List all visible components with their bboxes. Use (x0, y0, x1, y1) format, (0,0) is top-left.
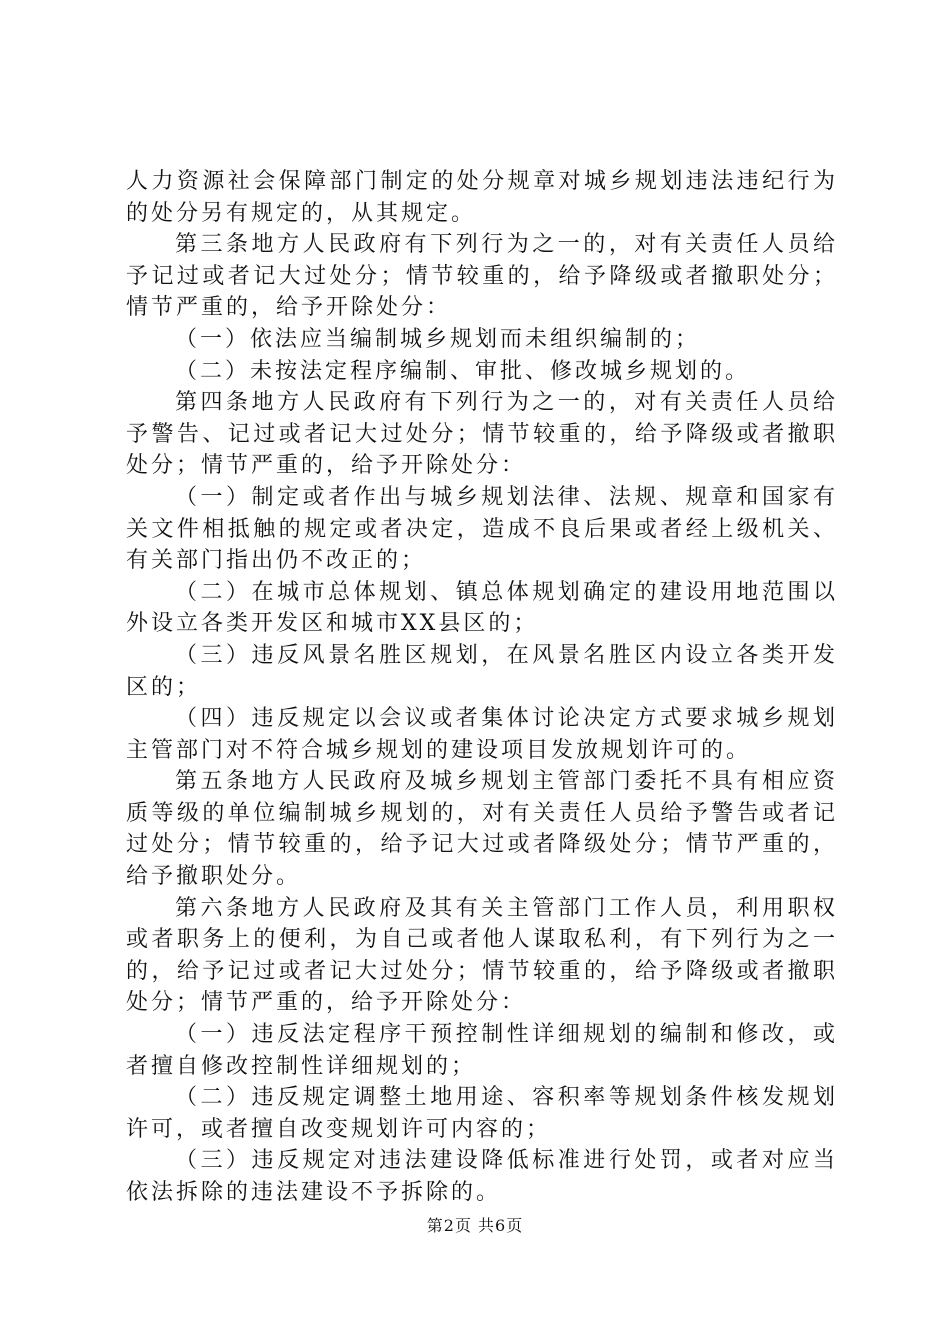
paragraph: （二）违反规定调整土地用途、容积率等规划条件核发规划许可，或者擅自改变规划许可内容的； (126, 1085, 838, 1142)
paragraph: （三）违反风景名胜区规划，在风景名胜区内设立各类开发区的； (126, 642, 838, 700)
paragraph: （一）制定或者作出与城乡规划法律、法规、规章和国家有关文件相抵触的规定或者决定，造成不良后果或者经上级机关、有关部门指出仍不改正的； (126, 484, 838, 574)
page-number: 第2页 共6页 (426, 1216, 524, 1235)
paragraph: （四）违反规定以会议或者集体讨论决定方式要求城乡规划主管部门对不符合城乡规划的建设项目发放规划许可的。 (126, 706, 838, 763)
paragraph: 第三条地方人民政府有下列行为之一的，对有关责任人员给予记过或者记大过处分；情节较重的，给予降级或者撤职处分；情节严重的，给予开除处分： (126, 232, 838, 321)
paragraph: 第五条地方人民政府及城乡规划主管部门委托不具有相应资质等级的单位编制城乡规划的，对有关责任人员给予警告或者记过处分；情节较重的，给予记大过或者降级处分；情节严重的，给予撤职处分。 (126, 769, 838, 890)
page-footer (0, 1213, 950, 1236)
paragraph: （三）违反规定对违法建设降低标准进行处罚，或者对应当依法拆除的违法建设不予拆除的。 (126, 1148, 838, 1205)
document-body (126, 166, 838, 1209)
paragraph: 第四条地方人民政府有下列行为之一的，对有关责任人员给予警告、记过或者记大过处分；情节较重的，给予降级或者撤职处分；情节严重的，给予开除处分： (126, 390, 838, 479)
paragraph: （二）未按法定程序编制、审批、修改城乡规划的。 (175, 358, 751, 384)
paragraph: （二）在城市总体规划、镇总体规划确定的建设用地范围以外设立各类开发区和城市XX县区的； (126, 579, 838, 637)
paragraph: （一）依法应当编制城乡规划而未组织编制的； (175, 326, 701, 352)
paragraph: （一）违反法定程序干预控制性详细规划的编制和修改，或者擅自修改控制性详细规划的； (126, 1022, 838, 1079)
paragraph: 人力资源社会保障部门制定的处分规章对城乡规划违法违纪行为的处分另有规定的，从其规定。 (126, 169, 838, 226)
paragraph: 第六条地方人民政府及其有关主管部门工作人员，利用职权或者职务上的便利，为自己或者他人谋取私利，有下列行为之一的，给予记过或者记大过处分；情节较重的，给予降级或者撤职处分；情节严重的，给予开除处分： (126, 895, 838, 1016)
